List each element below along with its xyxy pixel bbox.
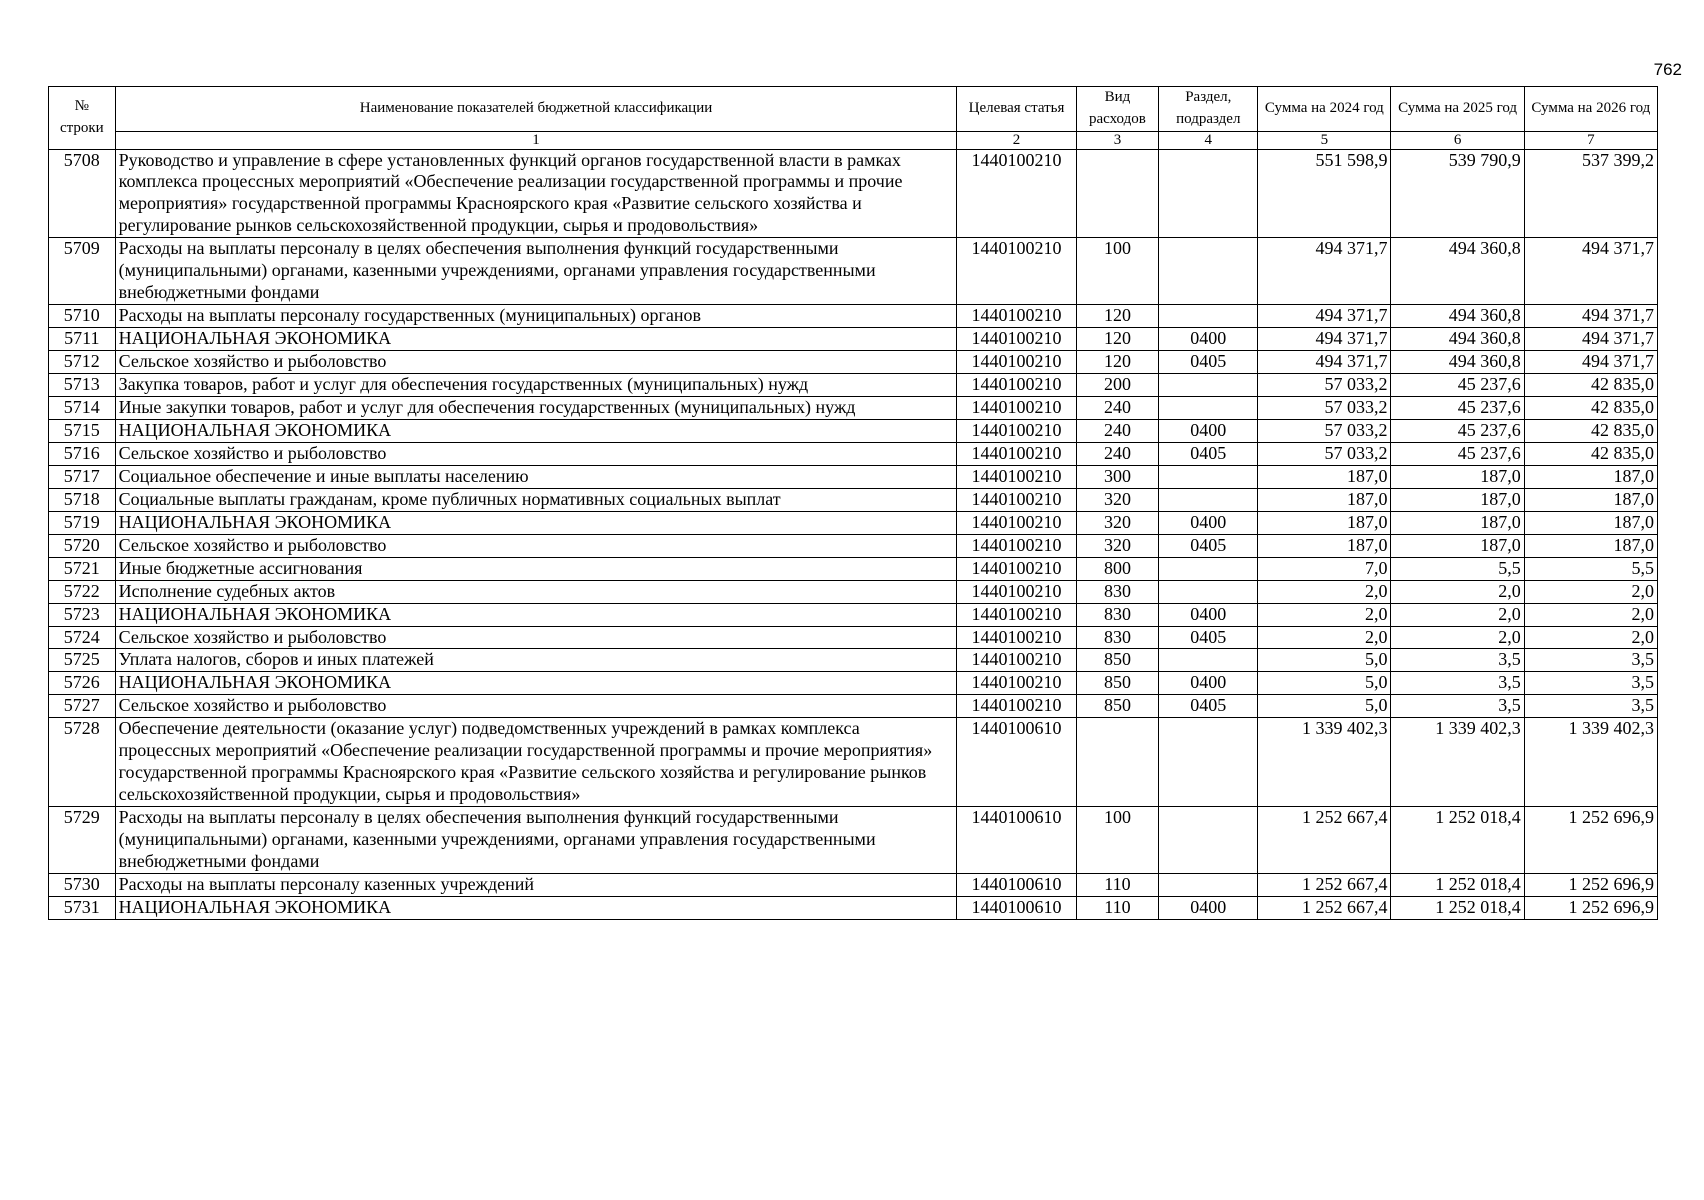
row-name: Обеспечение деятельности (оказание услуг) подведомственных учреждений в рамках комплекса процессных мероприятий «Обеспечение реализации государственной программы и прочие мероприятия» государственной программы Красноярского края «Развитие сельского хозяйства и регулирование рынков сельскохозяйственной продукции, сырья и продовольствия» [115,718,957,807]
section-code [1159,807,1258,874]
expense-type: 850 [1076,649,1159,672]
expense-type: 830 [1076,580,1159,603]
row-name: НАЦИОНАЛЬНАЯ ЭКОНОМИКА [115,672,957,695]
sum-2024: 5,0 [1258,672,1391,695]
sum-2024: 494 371,7 [1258,238,1391,305]
sum-2026: 187,0 [1524,465,1657,488]
row-number: 5721 [49,557,116,580]
target-article: 1440100210 [957,580,1076,603]
target-article: 1440100210 [957,396,1076,419]
row-name: Социальное обеспечение и иные выплаты населению [115,465,957,488]
table-row [49,511,1658,534]
sum-2026: 1 252 696,9 [1524,807,1657,874]
expense-type [1076,718,1159,807]
row-name: НАЦИОНАЛЬНАЯ ЭКОНОМИКА [115,511,957,534]
target-article: 1440100210 [957,511,1076,534]
table-row [49,442,1658,465]
sum-2026: 2,0 [1524,580,1657,603]
header-name: Наименование показателей бюджетной классификации [115,87,957,132]
row-number: 5711 [49,328,116,351]
header-sum-2026: Сумма на 2026 год [1524,87,1657,132]
column-number: 1 [115,131,957,149]
sum-2025: 3,5 [1391,672,1524,695]
header-sum-2025: Сумма на 2025 год [1391,87,1524,132]
table-row [49,534,1658,557]
sum-2026: 187,0 [1524,534,1657,557]
column-number: 4 [1159,131,1258,149]
sum-2024: 187,0 [1258,488,1391,511]
target-article: 1440100210 [957,488,1076,511]
sum-2025: 3,5 [1391,649,1524,672]
row-name: Сельское хозяйство и рыболовство [115,534,957,557]
row-number: 5709 [49,238,116,305]
row-number: 5708 [49,149,116,238]
sum-2025: 187,0 [1391,511,1524,534]
table-row [49,695,1658,718]
expense-type: 850 [1076,695,1159,718]
expense-type: 320 [1076,488,1159,511]
section-code [1159,238,1258,305]
table-row [49,305,1658,328]
column-number: 5 [1258,131,1391,149]
table-row [49,807,1658,874]
sum-2025: 494 360,8 [1391,328,1524,351]
sum-2024: 2,0 [1258,603,1391,626]
header-row [49,87,1658,132]
expense-type: 100 [1076,807,1159,874]
sum-2024: 1 252 667,4 [1258,874,1391,897]
row-number: 5726 [49,672,116,695]
sum-2024: 187,0 [1258,511,1391,534]
target-article: 1440100210 [957,374,1076,397]
table-row [49,465,1658,488]
row-number: 5731 [49,896,116,919]
sum-2025: 45 237,6 [1391,442,1524,465]
target-article: 1440100210 [957,328,1076,351]
section-code: 0405 [1159,626,1258,649]
section-code: 0405 [1159,534,1258,557]
section-code [1159,649,1258,672]
row-number: 5715 [49,419,116,442]
row-name: Социальные выплаты гражданам, кроме публичных нормативных социальных выплат [115,488,957,511]
sum-2024: 57 033,2 [1258,442,1391,465]
section-code [1159,149,1258,238]
target-article: 1440100210 [957,419,1076,442]
sum-2025: 2,0 [1391,580,1524,603]
target-article: 1440100210 [957,465,1076,488]
column-number: 3 [1076,131,1159,149]
sum-2025: 1 339 402,3 [1391,718,1524,807]
row-number: 5716 [49,442,116,465]
sum-2026: 1 339 402,3 [1524,718,1657,807]
row-number: 5724 [49,626,116,649]
header-sum-2024: Сумма на 2024 год [1258,87,1391,132]
sum-2025: 187,0 [1391,534,1524,557]
sum-2024: 494 371,7 [1258,305,1391,328]
column-number: 7 [1524,131,1657,149]
row-name: Иные бюджетные ассигнования [115,557,957,580]
sum-2024: 57 033,2 [1258,419,1391,442]
sum-2026: 494 371,7 [1524,351,1657,374]
header-target: Целевая статья [957,87,1076,132]
sum-2024: 57 033,2 [1258,374,1391,397]
expense-type: 240 [1076,419,1159,442]
expense-type: 320 [1076,534,1159,557]
expense-type: 110 [1076,896,1159,919]
table-row [49,328,1658,351]
row-number: 5729 [49,807,116,874]
table-row [49,149,1658,238]
section-code [1159,718,1258,807]
sum-2024: 5,0 [1258,695,1391,718]
sum-2024: 1 339 402,3 [1258,718,1391,807]
sum-2024: 494 371,7 [1258,328,1391,351]
sum-2024: 57 033,2 [1258,396,1391,419]
row-name: Закупка товаров, работ и услуг для обеспечения государственных (муниципальных) нужд [115,374,957,397]
target-article: 1440100610 [957,896,1076,919]
expense-type: 240 [1076,442,1159,465]
expense-type: 300 [1076,465,1159,488]
table-row [49,374,1658,397]
row-name: Сельское хозяйство и рыболовство [115,351,957,374]
sum-2024: 5,0 [1258,649,1391,672]
row-name: Расходы на выплаты персоналу в целях обеспечения выполнения функций государственными (муниципальными) органами, казенными учреждениями, органами управления государственными внебюджетными фондами [115,238,957,305]
section-code [1159,488,1258,511]
table-row [49,718,1658,807]
expense-type: 850 [1076,672,1159,695]
sum-2026: 494 371,7 [1524,328,1657,351]
section-code: 0400 [1159,603,1258,626]
section-code: 0405 [1159,695,1258,718]
row-number: 5719 [49,511,116,534]
expense-type: 100 [1076,238,1159,305]
sum-2026: 42 835,0 [1524,374,1657,397]
row-number: 5725 [49,649,116,672]
row-number: 5712 [49,351,116,374]
row-name: Сельское хозяйство и рыболовство [115,442,957,465]
expense-type [1076,149,1159,238]
sum-2025: 494 360,8 [1391,238,1524,305]
sum-2025: 2,0 [1391,603,1524,626]
table-row [49,488,1658,511]
sum-2025: 187,0 [1391,465,1524,488]
sum-2026: 2,0 [1524,603,1657,626]
expense-type: 120 [1076,328,1159,351]
row-name: НАЦИОНАЛЬНАЯ ЭКОНОМИКА [115,419,957,442]
row-name: Руководство и управление в сфере установленных функций органов государственной власти в рамках комплекса процессных мероприятий «Обеспечение реализации государственной программы и прочие мероприятия» государственной программы Красноярского края «Развитие сельского хозяйства и регулирование рынков сельскохозяйственной продукции, сырья и продовольствия» [115,149,957,238]
target-article: 1440100610 [957,874,1076,897]
sum-2026: 42 835,0 [1524,442,1657,465]
row-number: 5723 [49,603,116,626]
row-number: 5722 [49,580,116,603]
target-article: 1440100210 [957,649,1076,672]
sum-2026: 1 252 696,9 [1524,896,1657,919]
sum-2026: 3,5 [1524,695,1657,718]
row-name: Сельское хозяйство и рыболовство [115,626,957,649]
section-code [1159,396,1258,419]
row-name: НАЦИОНАЛЬНАЯ ЭКОНОМИКА [115,896,957,919]
sum-2025: 494 360,8 [1391,351,1524,374]
section-code [1159,374,1258,397]
sum-2025: 45 237,6 [1391,419,1524,442]
table-row [49,649,1658,672]
row-name: Расходы на выплаты персоналу казенных учреждений [115,874,957,897]
sum-2024: 187,0 [1258,534,1391,557]
target-article: 1440100210 [957,238,1076,305]
row-number: 5710 [49,305,116,328]
column-number: 6 [1391,131,1524,149]
sum-2025: 494 360,8 [1391,305,1524,328]
sum-2026: 42 835,0 [1524,396,1657,419]
sum-2024: 187,0 [1258,465,1391,488]
sum-2024: 2,0 [1258,580,1391,603]
row-name: НАЦИОНАЛЬНАЯ ЭКОНОМИКА [115,603,957,626]
page-number: 762 [1653,60,1682,79]
header-section: Раздел, подраздел [1159,87,1258,132]
expense-type: 320 [1076,511,1159,534]
expense-type: 110 [1076,874,1159,897]
expense-type: 200 [1076,374,1159,397]
row-number: 5713 [49,374,116,397]
sum-2025: 1 252 018,4 [1391,874,1524,897]
sum-2025: 45 237,6 [1391,396,1524,419]
table-row [49,238,1658,305]
target-article: 1440100210 [957,626,1076,649]
table-row [49,351,1658,374]
sum-2024: 2,0 [1258,626,1391,649]
section-code [1159,305,1258,328]
expense-type: 120 [1076,305,1159,328]
sum-2025: 5,5 [1391,557,1524,580]
table-row [49,874,1658,897]
sum-2026: 2,0 [1524,626,1657,649]
section-code [1159,557,1258,580]
row-name: Расходы на выплаты персоналу в целях обеспечения выполнения функций государственными (муниципальными) органами, казенными учреждениями, органами управления государственными внебюджетными фондами [115,807,957,874]
sum-2024: 494 371,7 [1258,351,1391,374]
budget-table [48,86,1658,920]
sum-2026: 3,5 [1524,649,1657,672]
target-article: 1440100210 [957,149,1076,238]
section-code [1159,580,1258,603]
sum-2025: 2,0 [1391,626,1524,649]
section-code [1159,465,1258,488]
sum-2026: 1 252 696,9 [1524,874,1657,897]
target-article: 1440100610 [957,807,1076,874]
column-number-row [49,131,1658,149]
target-article: 1440100610 [957,718,1076,807]
header-type: Вид расходов [1076,87,1159,132]
expense-type: 800 [1076,557,1159,580]
section-code: 0400 [1159,328,1258,351]
sum-2026: 187,0 [1524,488,1657,511]
row-name: Иные закупки товаров, работ и услуг для обеспечения государственных (муниципальных) нужд [115,396,957,419]
sum-2024: 1 252 667,4 [1258,807,1391,874]
target-article: 1440100210 [957,442,1076,465]
sum-2026: 3,5 [1524,672,1657,695]
row-number: 5730 [49,874,116,897]
row-number: 5718 [49,488,116,511]
row-number: 5727 [49,695,116,718]
row-number: 5717 [49,465,116,488]
section-code: 0405 [1159,351,1258,374]
row-name: Расходы на выплаты персоналу государственных (муниципальных) органов [115,305,957,328]
expense-type: 830 [1076,626,1159,649]
expense-type: 240 [1076,396,1159,419]
column-number: 2 [957,131,1076,149]
sum-2026: 494 371,7 [1524,238,1657,305]
sum-2025: 45 237,6 [1391,374,1524,397]
sum-2024: 7,0 [1258,557,1391,580]
sum-2026: 42 835,0 [1524,419,1657,442]
sum-2025: 1 252 018,4 [1391,807,1524,874]
section-code: 0400 [1159,896,1258,919]
section-code [1159,874,1258,897]
section-code: 0400 [1159,672,1258,695]
sum-2025: 3,5 [1391,695,1524,718]
target-article: 1440100210 [957,672,1076,695]
row-number: 5714 [49,396,116,419]
table-row [49,896,1658,919]
row-name: НАЦИОНАЛЬНАЯ ЭКОНОМИКА [115,328,957,351]
section-code: 0400 [1159,511,1258,534]
table-row [49,419,1658,442]
sum-2026: 494 371,7 [1524,305,1657,328]
table-row [49,626,1658,649]
target-article: 1440100210 [957,351,1076,374]
table-row [49,580,1658,603]
target-article: 1440100210 [957,603,1076,626]
expense-type: 120 [1076,351,1159,374]
table-row [49,396,1658,419]
target-article: 1440100210 [957,557,1076,580]
sum-2024: 1 252 667,4 [1258,896,1391,919]
sum-2026: 537 399,2 [1524,149,1657,238]
row-name: Сельское хозяйство и рыболовство [115,695,957,718]
sum-2026: 187,0 [1524,511,1657,534]
header-row-no: № строки [49,87,116,150]
section-code: 0405 [1159,442,1258,465]
sum-2025: 187,0 [1391,488,1524,511]
table-body [49,149,1658,919]
row-number: 5720 [49,534,116,557]
row-number: 5728 [49,718,116,807]
table-row [49,557,1658,580]
sum-2024: 551 598,9 [1258,149,1391,238]
sum-2026: 5,5 [1524,557,1657,580]
target-article: 1440100210 [957,305,1076,328]
sum-2025: 539 790,9 [1391,149,1524,238]
row-name: Исполнение судебных актов [115,580,957,603]
row-name: Уплата налогов, сборов и иных платежей [115,649,957,672]
table-row [49,672,1658,695]
table-row [49,603,1658,626]
sum-2025: 1 252 018,4 [1391,896,1524,919]
target-article: 1440100210 [957,695,1076,718]
target-article: 1440100210 [957,534,1076,557]
expense-type: 830 [1076,603,1159,626]
section-code: 0400 [1159,419,1258,442]
